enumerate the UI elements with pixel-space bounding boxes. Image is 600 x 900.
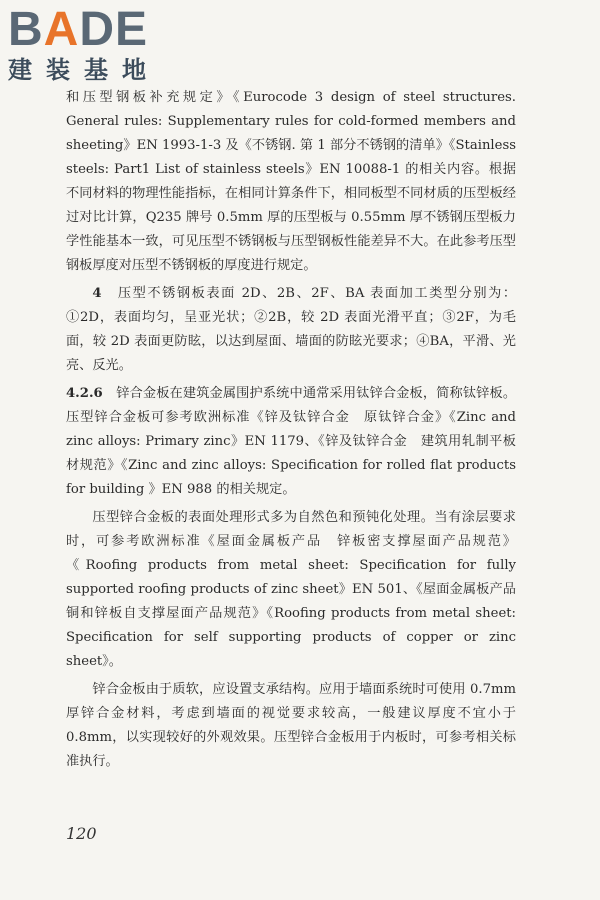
brand-logo [8,3,178,84]
item-text: 压型不锈钢板表面 2D、2B、2F、BA 表面加工类型分别为：①2D，表面均匀，呈亚光状；②2B，较 2D 表面光滑平直；③2F，为毛面，较 2D 表面更防眩，以达到屋面、墙面的防眩光要求；④BA，平滑、光亮、反光。 [66,286,516,373]
paragraph-item-4 [66,282,516,378]
section-4-2-6 [66,382,516,502]
paragraph-coating: 压型锌合金板的表面处理形式多为自然色和预钝化处理。当有涂层要求时，可参考欧洲标准《屋面金属板产品 锌板密支撑屋面产品规范》《Roofing products from metal sheet: Specification for fully supported roofing products of zinc sheet》EN 501、《屋面金属板产品 铜和锌板自支撑屋面产品规范》《Roofing products from metal sheet: Specification for self supporting products of copper or zinc sheet》。 [66,510,530,669]
section-text: 锌合金板在建筑金属围护系统中通常采用钛锌合金板，简称钛锌板。压型锌合金板可参考欧洲标准《锌及钛锌合金 原钛锌合金》《Zinc and zinc alloys: Primary zinc》EN 1179、《锌及钛锌合金 建筑用轧制平板材规范》《Zinc and zinc alloys: Specification for rolled flat products for building 》EN 988 的相关规定。 [66,386,517,497]
logo-subtitle: 建装基地 [8,56,160,84]
page-body [66,86,530,778]
page-number: 120 [66,824,97,843]
item-number: 4 [92,286,102,301]
paragraph-support: 锌合金板由于质软，应设置支承结构。应用于墙面系统时可使用 0.7mm 厚锌合金材料，考虑到墙面的视觉要求较高，一般建议厚度不宜小于 0.8mm，以实现较好的外观效果。压型锌合金板用于内板时，可参考相关标准执行。 [66,682,516,769]
section-number: 4.2.6 [66,386,103,401]
paragraph-continued: 和压型钢板补充规定》《Eurocode 3 design of steel structures. General rules: Supplementary rules for cold-formed members and sheeting》EN 1993-1-3 及《不锈钢. 第 1 部分不锈钢的清单》《Stainless steels: Part1 List of stainless steels》EN 10088-1 的相关内容。根据不同材料的物理性能指标，在相同计算条件下，相同板型不同材质的压型板经过对比计算，Q235 牌号 0.5mm 厚的压型板与 0.55mm 厚不锈钢压型板力学性能基本一致，可见压型不锈钢板与压型钢板性能差异不大。在此参考压型钢板厚度对压型不锈钢板的厚度进行规定。 [66,90,516,273]
logo-wordmark: BADE [8,3,149,56]
